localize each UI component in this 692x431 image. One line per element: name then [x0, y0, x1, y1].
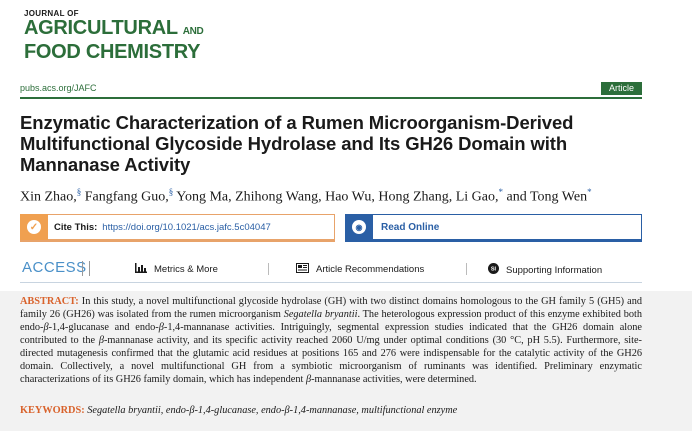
journal-logo-line2: AGRICULTURAL AND [24, 17, 204, 39]
keywords-list: Segatella bryantii, endo-β-1,4-glucanase, endo-β-1,4-mannanase, multifunctional enzyme [87, 405, 458, 416]
abstract-heading: ABSTRACT: [20, 296, 79, 307]
corresponding-mark[interactable]: * [587, 187, 592, 197]
abstract-beta: β [98, 335, 104, 346]
abstract-beta: β [158, 322, 164, 333]
journal-bar [20, 84, 642, 99]
cite-label: Cite This: [54, 221, 98, 233]
abstract-beta: β [43, 322, 49, 333]
journal-url-link[interactable]: pubs.acs.org/JAFC [20, 83, 97, 93]
supporting-info-label: Supporting Information [506, 264, 603, 276]
bar-chart-icon [135, 263, 147, 276]
abstract-text: -mannanase activity, and its specific activity reached 2060 U/mg under optimal conditions (30 °C, pH 5.5). Furthermore, site-directed mutagenesis confirmed that the glutamic acid residues at positions 165 and 276 were indispensable for the catalytic activity of the GH26 domain. Collectively, a novel multifunctional GH from a symbiotic microorganism of ruminants was identified. Preliminary enzymatic characterizations of its GH26 family domain, which has independent [20, 335, 642, 385]
abstract-species: Segatella bryantii [283, 309, 358, 320]
affiliation-mark[interactable]: § [76, 187, 82, 197]
paper-title: Enzymatic Characterization of a Rumen Microorganism-Derived Multifunctional Glycoside Hydrolase and Its GH26 Domain with Mannanase Activity [20, 112, 574, 175]
author-text: Yong Ma, Zhihong Wang, Hao Wu, Hong Zhang, Li Gao, [173, 189, 499, 205]
read-online-button[interactable] [345, 214, 642, 242]
affiliation-mark[interactable]: § [168, 187, 174, 197]
journal-logo[interactable] [24, 10, 239, 70]
cite-this-box[interactable] [20, 214, 335, 242]
corresponding-mark[interactable]: * [498, 187, 503, 197]
globe-icon: ◉ [345, 214, 373, 240]
abstract-text: -1,4-glucanase and endo- [48, 322, 159, 333]
abstract-text: -mannanase activities, were determined. [311, 374, 477, 385]
recommendations-link[interactable] [296, 263, 424, 276]
article-type-badge: Article [601, 82, 642, 95]
article-list-icon [296, 263, 309, 276]
access-separator [466, 263, 467, 275]
supporting-info-link[interactable] [488, 263, 602, 277]
journal-logo-line3: FOOD CHEMISTRY [24, 41, 201, 63]
author-list [20, 187, 670, 206]
access-bar [20, 258, 642, 283]
svg-text:SI: SI [490, 266, 497, 273]
abstract-beta: β [305, 374, 312, 385]
recommendations-label: Article Recommendations [316, 264, 425, 275]
author-text: Xin Zhao, [20, 189, 77, 205]
journal-logo-and: AND [182, 26, 204, 37]
metrics-label: Metrics & More [154, 264, 218, 275]
abstract [20, 295, 642, 386]
access-divider [82, 261, 90, 276]
author-text: Fangfang Guo, [81, 189, 169, 205]
access-separator [268, 263, 269, 275]
read-online-label: Read Online [381, 221, 440, 233]
access-label: ACCESS [22, 259, 87, 276]
keywords-heading: KEYWORDS: [20, 405, 85, 416]
doi-link[interactable]: https://doi.org/10.1021/acs.jafc.5c04047 [102, 221, 271, 233]
journal-logo-line1: JOURNAL OF [24, 9, 79, 18]
abstract-text: . The heterologous expression product of this enzyme exhibited both endo- [20, 309, 642, 333]
metrics-link[interactable] [135, 263, 218, 276]
author-text: and Tong Wen [502, 189, 588, 205]
abstract-text: -1,4-mannanase activities. Intriguingly, segmental expression studies indicated that the GH26 domain alone contributed to the [20, 322, 642, 346]
abstract-text: In this study, a novel multifunctional glycoside hydrolase (GH) with two distinct domains homologous to the GH family 5 (GH5) and family 26 (GH26) was isolated from the rumen microorganism [20, 296, 642, 320]
check-icon: ✓ [20, 214, 48, 240]
keywords [20, 405, 660, 416]
si-icon [488, 263, 499, 277]
